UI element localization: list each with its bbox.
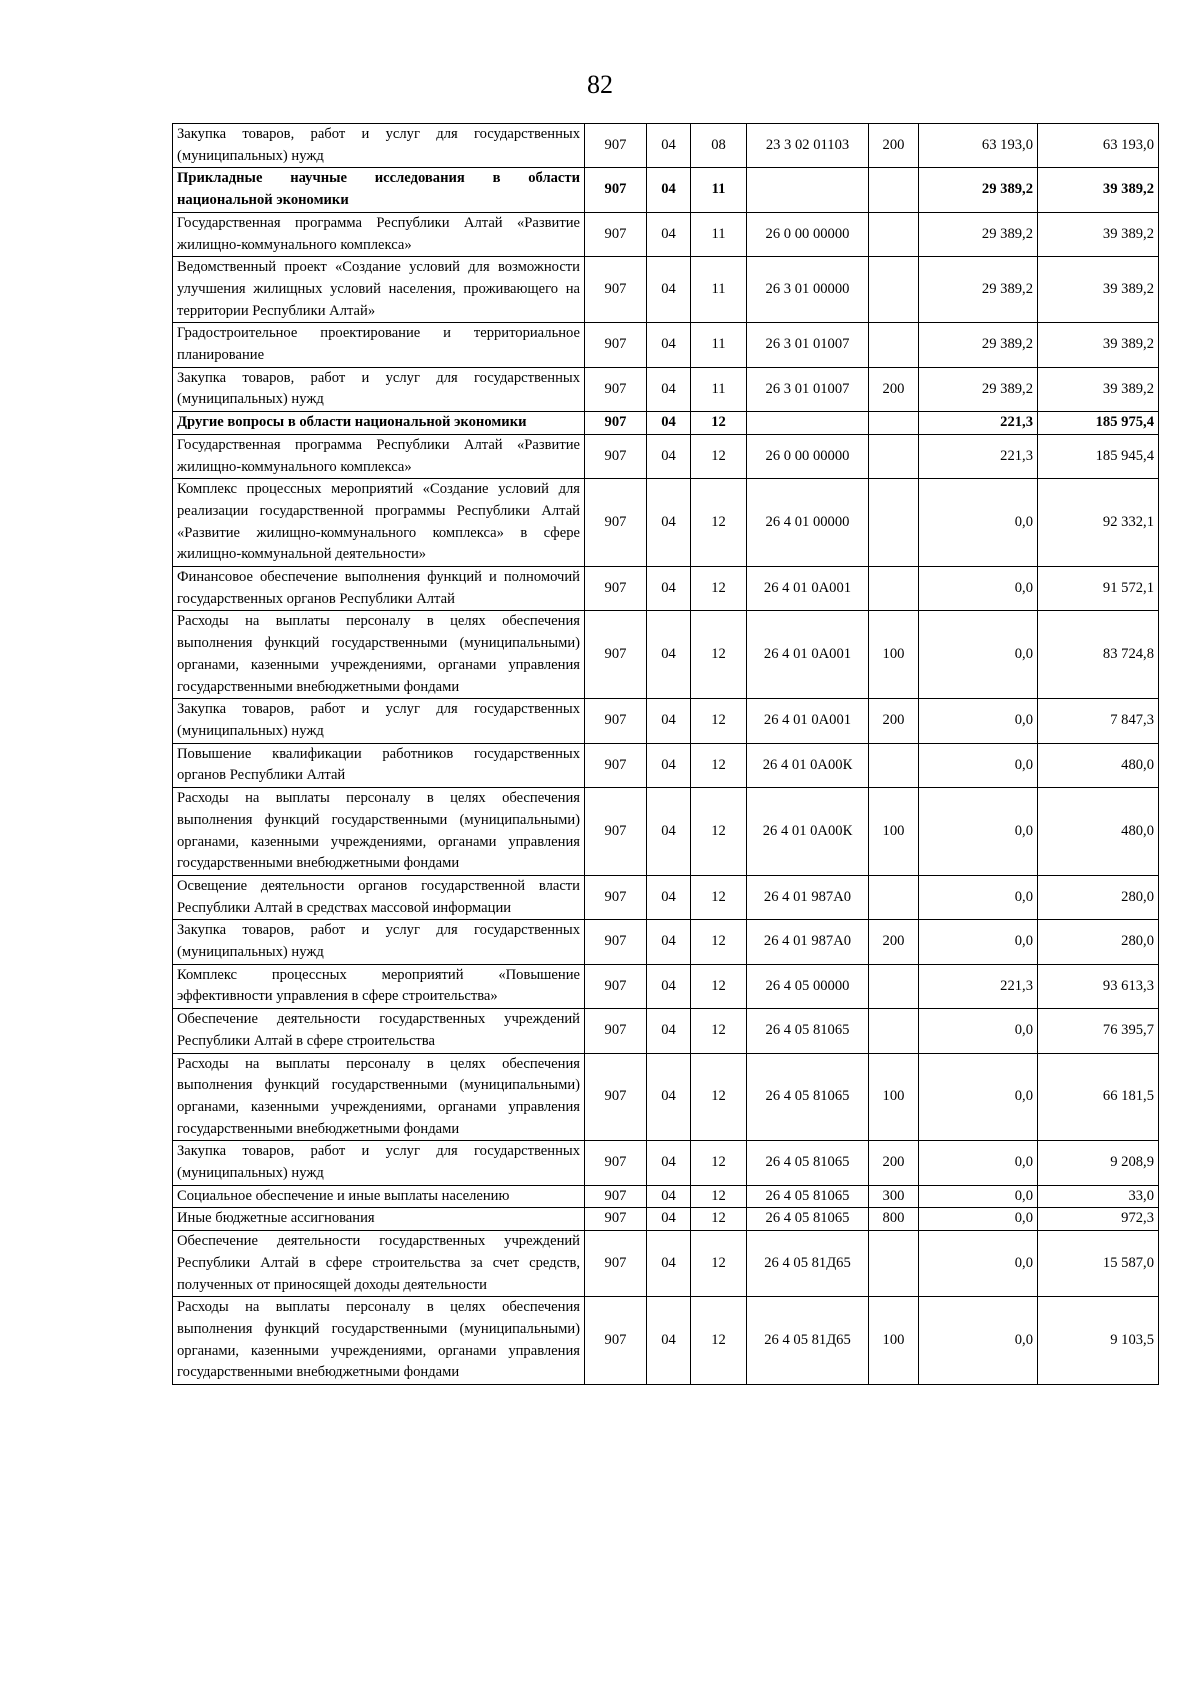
ministry-code-cell: 907 xyxy=(585,920,647,964)
amount-year1-cell: 221,3 xyxy=(919,412,1038,435)
expense-kind-cell xyxy=(869,434,919,478)
target-article-cell: 26 4 01 00000 xyxy=(747,479,869,567)
expense-kind-cell xyxy=(869,479,919,567)
subsection-code-cell: 12 xyxy=(691,1185,747,1208)
expense-kind-cell xyxy=(869,257,919,323)
section-code-cell: 04 xyxy=(647,257,691,323)
budget-table-body xyxy=(173,124,1159,1385)
ministry-code-cell: 907 xyxy=(585,323,647,367)
subsection-code-cell: 12 xyxy=(691,611,747,699)
ministry-code-cell: 907 xyxy=(585,1208,647,1231)
row-name-cell: Закупка товаров, работ и услуг для государственных (муниципальных) нужд xyxy=(173,920,585,964)
expense-kind-cell xyxy=(869,743,919,787)
ministry-code-cell: 907 xyxy=(585,1141,647,1185)
subsection-code-cell: 11 xyxy=(691,367,747,411)
expense-kind-cell xyxy=(869,1231,919,1297)
table-row xyxy=(173,124,1159,168)
table-row xyxy=(173,875,1159,919)
amount-year2-cell: 39 389,2 xyxy=(1038,212,1159,256)
amount-year1-cell: 221,3 xyxy=(919,434,1038,478)
amount-year2-cell: 39 389,2 xyxy=(1038,367,1159,411)
amount-year1-cell: 0,0 xyxy=(919,875,1038,919)
subsection-code-cell: 12 xyxy=(691,1009,747,1053)
section-code-cell: 04 xyxy=(647,367,691,411)
subsection-code-cell: 11 xyxy=(691,323,747,367)
row-name-cell: Обеспечение деятельности государственных учреждений Республики Алтай в сфере строительства xyxy=(173,1009,585,1053)
expense-kind-cell xyxy=(869,567,919,611)
row-name-cell: Освещение деятельности органов государственной власти Республики Алтай в средствах массовой информации xyxy=(173,875,585,919)
subsection-code-cell: 12 xyxy=(691,412,747,435)
expense-kind-cell xyxy=(869,323,919,367)
row-name-cell: Финансовое обеспечение выполнения функций и полномочий государственных органов Республики Алтай xyxy=(173,567,585,611)
section-code-cell: 04 xyxy=(647,124,691,168)
amount-year1-cell: 0,0 xyxy=(919,743,1038,787)
target-article-cell: 26 3 01 00000 xyxy=(747,257,869,323)
ministry-code-cell: 907 xyxy=(585,699,647,743)
expense-kind-cell: 300 xyxy=(869,1185,919,1208)
ministry-code-cell: 907 xyxy=(585,567,647,611)
target-article-cell: 26 4 01 0А001 xyxy=(747,699,869,743)
amount-year2-cell: 15 587,0 xyxy=(1038,1231,1159,1297)
section-code-cell: 04 xyxy=(647,412,691,435)
target-article-cell: 26 4 01 0А001 xyxy=(747,567,869,611)
ministry-code-cell: 907 xyxy=(585,1297,647,1385)
section-code-cell: 04 xyxy=(647,1053,691,1141)
table-row xyxy=(173,212,1159,256)
table-row xyxy=(173,412,1159,435)
amount-year2-cell: 972,3 xyxy=(1038,1208,1159,1231)
amount-year1-cell: 29 389,2 xyxy=(919,367,1038,411)
ministry-code-cell: 907 xyxy=(585,964,647,1008)
amount-year2-cell: 185 945,4 xyxy=(1038,434,1159,478)
amount-year1-cell: 29 389,2 xyxy=(919,257,1038,323)
section-code-cell: 04 xyxy=(647,875,691,919)
table-row xyxy=(173,168,1159,212)
ministry-code-cell: 907 xyxy=(585,479,647,567)
subsection-code-cell: 12 xyxy=(691,1208,747,1231)
section-code-cell: 04 xyxy=(647,479,691,567)
amount-year2-cell: 63 193,0 xyxy=(1038,124,1159,168)
amount-year2-cell: 83 724,8 xyxy=(1038,611,1159,699)
table-row xyxy=(173,920,1159,964)
subsection-code-cell: 12 xyxy=(691,875,747,919)
row-name-cell: Комплекс процессных мероприятий «Создание условий для реализации государственной программы Республики Алтай «Развитие жилищно-коммунального комплекса» в сфере жилищно-коммунальной деятельности» xyxy=(173,479,585,567)
amount-year2-cell: 9 103,5 xyxy=(1038,1297,1159,1385)
amount-year2-cell: 185 975,4 xyxy=(1038,412,1159,435)
row-name-cell: Расходы на выплаты персоналу в целях обеспечения выполнения функций государственными (муниципальными) органами, казенными учреждениями, органами управления государственными внебюджетными фондами xyxy=(173,1053,585,1141)
target-article-cell: 26 3 01 01007 xyxy=(747,367,869,411)
page-number: 82 xyxy=(587,70,613,99)
subsection-code-cell: 12 xyxy=(691,964,747,1008)
expense-kind-cell: 200 xyxy=(869,699,919,743)
table-row xyxy=(173,964,1159,1008)
table-row xyxy=(173,567,1159,611)
section-code-cell: 04 xyxy=(647,1231,691,1297)
amount-year1-cell: 0,0 xyxy=(919,479,1038,567)
subsection-code-cell: 12 xyxy=(691,1141,747,1185)
subsection-code-cell: 08 xyxy=(691,124,747,168)
target-article-cell: 26 4 01 0А001 xyxy=(747,611,869,699)
subsection-code-cell: 12 xyxy=(691,1231,747,1297)
amount-year2-cell: 280,0 xyxy=(1038,920,1159,964)
subsection-code-cell: 11 xyxy=(691,212,747,256)
amount-year1-cell: 0,0 xyxy=(919,1297,1038,1385)
amount-year2-cell: 76 395,7 xyxy=(1038,1009,1159,1053)
row-name-cell: Обеспечение деятельности государственных учреждений Республики Алтай в сфере строительства за счет средств, полученных от приносящей доходы деятельности xyxy=(173,1231,585,1297)
expense-kind-cell xyxy=(869,875,919,919)
section-code-cell: 04 xyxy=(647,323,691,367)
row-name-cell: Закупка товаров, работ и услуг для государственных (муниципальных) нужд xyxy=(173,1141,585,1185)
section-code-cell: 04 xyxy=(647,920,691,964)
amount-year2-cell: 39 389,2 xyxy=(1038,257,1159,323)
table-row xyxy=(173,479,1159,567)
amount-year1-cell: 0,0 xyxy=(919,1208,1038,1231)
expense-kind-cell xyxy=(869,1009,919,1053)
subsection-code-cell: 12 xyxy=(691,699,747,743)
amount-year1-cell: 0,0 xyxy=(919,1231,1038,1297)
row-name-cell: Ведомственный проект «Создание условий для возможности улучшения жилищных условий населения, проживающего на территории Республики Алтай» xyxy=(173,257,585,323)
ministry-code-cell: 907 xyxy=(585,1231,647,1297)
amount-year2-cell: 39 389,2 xyxy=(1038,168,1159,212)
target-article-cell: 23 3 02 01103 xyxy=(747,124,869,168)
amount-year1-cell: 0,0 xyxy=(919,788,1038,876)
expense-kind-cell: 100 xyxy=(869,1297,919,1385)
expense-kind-cell xyxy=(869,212,919,256)
ministry-code-cell: 907 xyxy=(585,875,647,919)
row-name-cell: Государственная программа Республики Алтай «Развитие жилищно-коммунального комплекса» xyxy=(173,212,585,256)
expense-kind-cell xyxy=(869,168,919,212)
row-name-cell: Расходы на выплаты персоналу в целях обеспечения выполнения функций государственными (муниципальными) органами, казенными учреждениями, органами управления государственными внебюджетными фондами xyxy=(173,1297,585,1385)
amount-year1-cell: 0,0 xyxy=(919,611,1038,699)
target-article-cell: 26 4 05 81065 xyxy=(747,1208,869,1231)
ministry-code-cell: 907 xyxy=(585,1053,647,1141)
amount-year2-cell: 93 613,3 xyxy=(1038,964,1159,1008)
table-row xyxy=(173,1231,1159,1297)
expense-kind-cell xyxy=(869,412,919,435)
table-row xyxy=(173,1208,1159,1231)
section-code-cell: 04 xyxy=(647,699,691,743)
amount-year1-cell: 0,0 xyxy=(919,699,1038,743)
ministry-code-cell: 907 xyxy=(585,743,647,787)
expense-kind-cell xyxy=(869,964,919,1008)
row-name-cell: Расходы на выплаты персоналу в целях обеспечения выполнения функций государственными (муниципальными) органами, казенными учреждениями, органами управления государственными внебюджетными фондами xyxy=(173,611,585,699)
table-row xyxy=(173,1297,1159,1385)
table-row xyxy=(173,257,1159,323)
amount-year1-cell: 0,0 xyxy=(919,1053,1038,1141)
section-code-cell: 04 xyxy=(647,1297,691,1385)
section-code-cell: 04 xyxy=(647,1009,691,1053)
ministry-code-cell: 907 xyxy=(585,611,647,699)
target-article-cell: 26 4 01 0А00К xyxy=(747,788,869,876)
subsection-code-cell: 12 xyxy=(691,788,747,876)
amount-year1-cell: 221,3 xyxy=(919,964,1038,1008)
section-code-cell: 04 xyxy=(647,1185,691,1208)
target-article-cell: 26 0 00 00000 xyxy=(747,212,869,256)
ministry-code-cell: 907 xyxy=(585,124,647,168)
amount-year1-cell: 63 193,0 xyxy=(919,124,1038,168)
amount-year1-cell: 29 389,2 xyxy=(919,168,1038,212)
target-article-cell: 26 4 05 81065 xyxy=(747,1141,869,1185)
expense-kind-cell: 200 xyxy=(869,124,919,168)
table-row xyxy=(173,743,1159,787)
subsection-code-cell: 12 xyxy=(691,479,747,567)
row-name-cell: Иные бюджетные ассигнования xyxy=(173,1208,585,1231)
ministry-code-cell: 907 xyxy=(585,1009,647,1053)
table-row xyxy=(173,434,1159,478)
subsection-code-cell: 12 xyxy=(691,434,747,478)
amount-year2-cell: 7 847,3 xyxy=(1038,699,1159,743)
expense-kind-cell: 200 xyxy=(869,1141,919,1185)
section-code-cell: 04 xyxy=(647,964,691,1008)
section-code-cell: 04 xyxy=(647,1141,691,1185)
target-article-cell xyxy=(747,412,869,435)
target-article-cell: 26 4 05 81Д65 xyxy=(747,1231,869,1297)
section-code-cell: 04 xyxy=(647,743,691,787)
target-article-cell: 26 4 05 81065 xyxy=(747,1185,869,1208)
row-name-cell: Повышение квалификации работников государственных органов Республики Алтай xyxy=(173,743,585,787)
section-code-cell: 04 xyxy=(647,567,691,611)
subsection-code-cell: 11 xyxy=(691,168,747,212)
target-article-cell: 26 4 05 00000 xyxy=(747,964,869,1008)
expense-kind-cell: 800 xyxy=(869,1208,919,1231)
amount-year1-cell: 0,0 xyxy=(919,1185,1038,1208)
target-article-cell: 26 3 01 01007 xyxy=(747,323,869,367)
amount-year2-cell: 33,0 xyxy=(1038,1185,1159,1208)
table-row xyxy=(173,1009,1159,1053)
subsection-code-cell: 12 xyxy=(691,920,747,964)
amount-year2-cell: 92 332,1 xyxy=(1038,479,1159,567)
section-code-cell: 04 xyxy=(647,168,691,212)
target-article-cell: 26 4 05 81065 xyxy=(747,1009,869,1053)
table-row xyxy=(173,1141,1159,1185)
target-article-cell: 26 0 00 00000 xyxy=(747,434,869,478)
table-row xyxy=(173,699,1159,743)
target-article-cell: 26 4 05 81Д65 xyxy=(747,1297,869,1385)
amount-year2-cell: 66 181,5 xyxy=(1038,1053,1159,1141)
ministry-code-cell: 907 xyxy=(585,257,647,323)
subsection-code-cell: 12 xyxy=(691,567,747,611)
amount-year2-cell: 9 208,9 xyxy=(1038,1141,1159,1185)
row-name-cell: Государственная программа Республики Алтай «Развитие жилищно-коммунального комплекса» xyxy=(173,434,585,478)
ministry-code-cell: 907 xyxy=(585,168,647,212)
target-article-cell: 26 4 01 987А0 xyxy=(747,875,869,919)
row-name-cell: Расходы на выплаты персоналу в целях обеспечения выполнения функций государственными (муниципальными) органами, казенными учреждениями, органами управления государственными внебюджетными фондами xyxy=(173,788,585,876)
expense-kind-cell: 200 xyxy=(869,367,919,411)
expense-kind-cell: 100 xyxy=(869,1053,919,1141)
expense-kind-cell: 200 xyxy=(869,920,919,964)
row-name-cell: Закупка товаров, работ и услуг для государственных (муниципальных) нужд xyxy=(173,699,585,743)
target-article-cell: 26 4 01 0А00К xyxy=(747,743,869,787)
section-code-cell: 04 xyxy=(647,434,691,478)
ministry-code-cell: 907 xyxy=(585,212,647,256)
expense-kind-cell: 100 xyxy=(869,788,919,876)
row-name-cell: Комплекс процессных мероприятий «Повышение эффективности управления в сфере строительства» xyxy=(173,964,585,1008)
subsection-code-cell: 11 xyxy=(691,257,747,323)
ministry-code-cell: 907 xyxy=(585,412,647,435)
section-code-cell: 04 xyxy=(647,1208,691,1231)
ministry-code-cell: 907 xyxy=(585,367,647,411)
table-row xyxy=(173,1185,1159,1208)
subsection-code-cell: 12 xyxy=(691,743,747,787)
subsection-code-cell: 12 xyxy=(691,1297,747,1385)
ministry-code-cell: 907 xyxy=(585,434,647,478)
amount-year2-cell: 39 389,2 xyxy=(1038,323,1159,367)
budget-table xyxy=(172,123,1159,1385)
row-name-cell: Прикладные научные исследования в области национальной экономики xyxy=(173,168,585,212)
amount-year2-cell: 480,0 xyxy=(1038,788,1159,876)
row-name-cell: Градостроительное проектирование и территориальное планирование xyxy=(173,323,585,367)
ministry-code-cell: 907 xyxy=(585,788,647,876)
table-row xyxy=(173,611,1159,699)
amount-year2-cell: 480,0 xyxy=(1038,743,1159,787)
table-row xyxy=(173,367,1159,411)
ministry-code-cell: 907 xyxy=(585,1185,647,1208)
amount-year1-cell: 0,0 xyxy=(919,1141,1038,1185)
amount-year2-cell: 91 572,1 xyxy=(1038,567,1159,611)
table-row xyxy=(173,323,1159,367)
row-name-cell: Другие вопросы в области национальной экономики xyxy=(173,412,585,435)
row-name-cell: Закупка товаров, работ и услуг для государственных (муниципальных) нужд xyxy=(173,367,585,411)
section-code-cell: 04 xyxy=(647,611,691,699)
target-article-cell xyxy=(747,168,869,212)
table-row xyxy=(173,1053,1159,1141)
target-article-cell: 26 4 01 987А0 xyxy=(747,920,869,964)
amount-year2-cell: 280,0 xyxy=(1038,875,1159,919)
amount-year1-cell: 0,0 xyxy=(919,567,1038,611)
amount-year1-cell: 0,0 xyxy=(919,920,1038,964)
amount-year1-cell: 29 389,2 xyxy=(919,212,1038,256)
amount-year1-cell: 29 389,2 xyxy=(919,323,1038,367)
amount-year1-cell: 0,0 xyxy=(919,1009,1038,1053)
table-row xyxy=(173,788,1159,876)
section-code-cell: 04 xyxy=(647,212,691,256)
row-name-cell: Закупка товаров, работ и услуг для государственных (муниципальных) нужд xyxy=(173,124,585,168)
target-article-cell: 26 4 05 81065 xyxy=(747,1053,869,1141)
section-code-cell: 04 xyxy=(647,788,691,876)
expense-kind-cell: 100 xyxy=(869,611,919,699)
subsection-code-cell: 12 xyxy=(691,1053,747,1141)
row-name-cell: Социальное обеспечение и иные выплаты населению xyxy=(173,1185,585,1208)
